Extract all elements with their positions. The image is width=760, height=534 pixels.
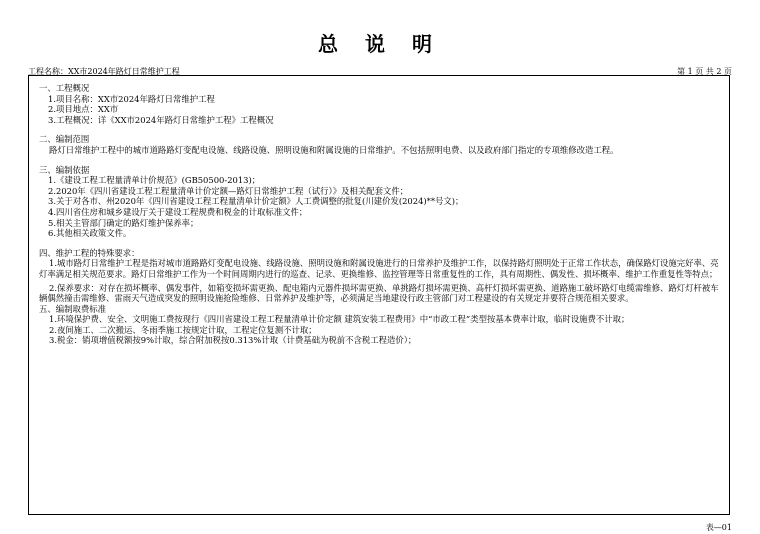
list-item: 2.2020年《四川省建设工程工程量清单计价定额—路灯日常维护工程（试行）》及相关配套文件； — [48, 185, 409, 196]
list-item: 1.《建设工程工程量清单计价规范》(GB50500-2013)； — [48, 175, 261, 186]
list-item: 3.工程概况：详《XX市2024年路灯日常维护工程》工程概况 — [48, 114, 274, 125]
document-title: 总 说 明 — [318, 32, 442, 56]
section-paragraph: 2.夜间施工、二次搬运、冬雨季施工按规定计取，工程定位复测不计取； — [49, 324, 317, 335]
section-paragraph: 2.保养要求：对存在损坏概率、偶发事件，如箱变损坏需更换、配电箱内元器件损坏需更换、单挑路灯损坏需更换、高杆灯损坏需更换、道路施工破坏路灯电缆需维修、路灯灯杆被车辆偶然撞击需维修、雷雨天气造成突发的照明设施抢险维修、日常养护及维护等，必须满足当地建设行政主管部门对工程建设的有关规定并要符合规范相关要求。 — [39, 282, 719, 304]
list-item: 3.关于对各市、州2020年《四川省建设工程工程量清单计价定额》人工费调整的批复(川建价发(2024)**号文)； — [48, 196, 464, 207]
section-paragraph: 路灯日常维护工程中的城市道路路灯变配电设施、线路设施、照明设施和附属设施的日常维护。不包括照明电费、以及政府部门指定的专项维修改造工程。 — [49, 144, 619, 155]
content-body — [39, 83, 719, 346]
section-paragraph: 3.税金：销项增值税额按9%计取，综合附加税按0.313%计取（计费基础为税前不含税工程造价）； — [49, 335, 417, 346]
list-item: 6.其他相关政策文件。 — [48, 228, 132, 239]
list-item: 1.项目名称：XX市2024年路灯日常维护工程 — [48, 93, 215, 104]
table-code: 表—01 — [705, 523, 732, 532]
section-paragraph: 1.环境保护费、安全、文明施工费按现行《四川省建设工程工程量清单计价定额 建筑安装工程费用》中“市政工程”类型按基本费率计取，临时设施费不计取； — [49, 314, 630, 325]
section-heading: 四、维护工程的特殊要求： — [39, 247, 140, 258]
section-heading: 三、编制依据 — [39, 164, 90, 175]
project-name: 工程名称：XX市2024年路灯日常维护工程 — [28, 67, 180, 76]
section-heading: 一、工程概况 — [39, 83, 90, 93]
section-paragraph: 1.城市路灯日常维护工程是指对城市道路路灯变配电设施、线路设施、照明设施和附属设施进行的日常养护及维护工作，以保持路灯照明处于正常工作状态，确保路灯设施完好率、亮灯率满足相关规范要求。路灯日常维护工作为一个时间周期内进行的巡查、记录、更换维修、监控管理等日常重复性的工作，具有周期性、偶发性、损坏概率、维护工作重复性等特点； — [39, 258, 719, 279]
list-item: 5.相关主管部门确定的路灯维护保养率； — [48, 217, 199, 228]
list-item: 2.项目地点：XX市 — [48, 104, 119, 115]
section-heading: 五、编制取费标准 — [39, 303, 106, 314]
content-frame — [28, 75, 730, 515]
page-number: 第 1 页 共 2 页 — [677, 67, 732, 76]
section-heading: 二、编制范围 — [39, 134, 90, 145]
list-item: 4.四川省住房和城乡建设厅关于建设工程规费和税金的计取标准文件； — [48, 206, 308, 217]
